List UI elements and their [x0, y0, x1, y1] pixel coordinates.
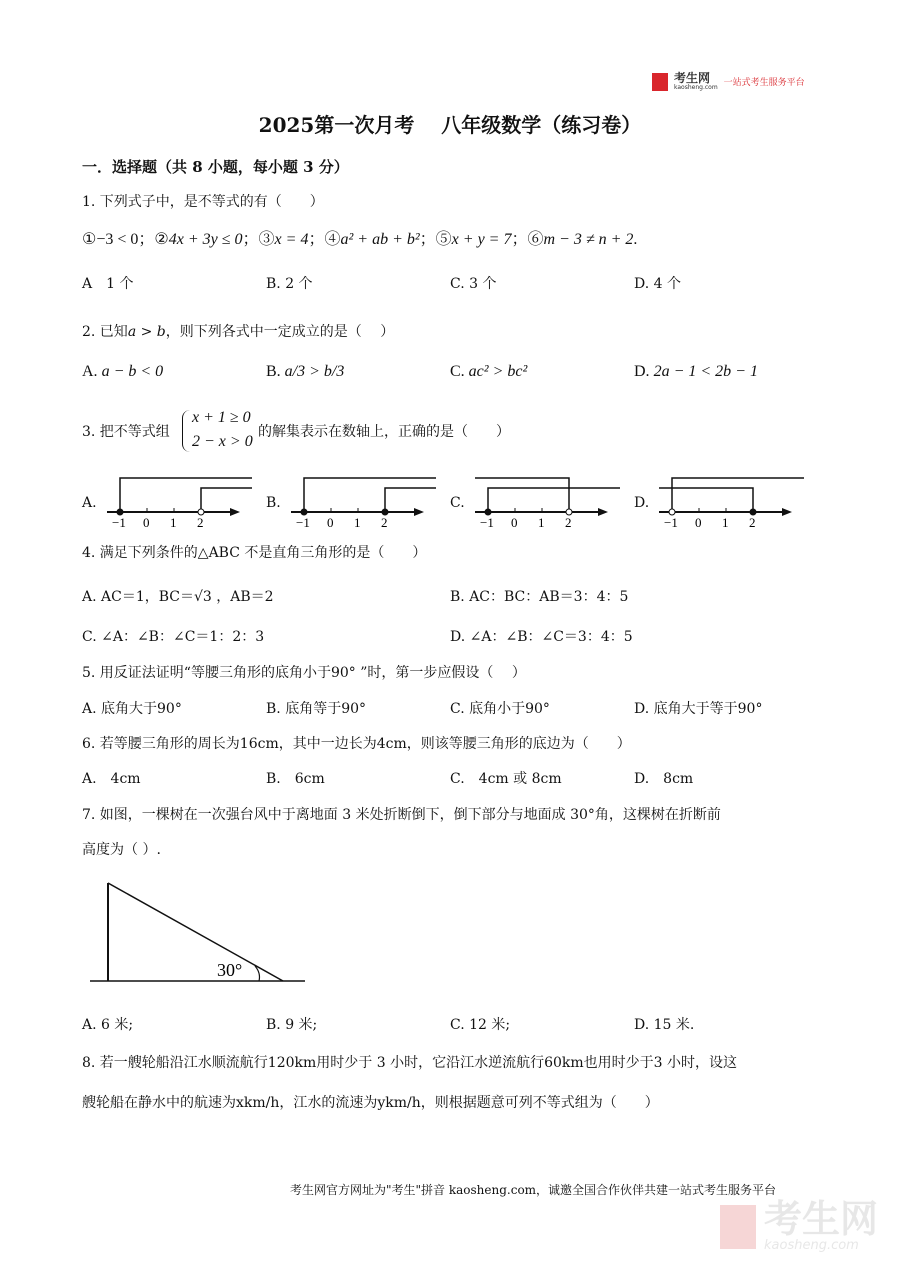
- open-point: [669, 509, 675, 515]
- q7-stem-2: 高度为（ ）.: [82, 842, 161, 858]
- watermark-text: 考生网: [764, 1197, 879, 1241]
- q3-option-label: D.: [634, 495, 650, 511]
- q8-stem-1: 8. 若一艘轮船沿江水顺流航行120km用时少于 3 小时，它沿江水逆流航行60km也用时少于3 小时，设这: [82, 1055, 738, 1071]
- tick-label: 0: [511, 515, 518, 530]
- closed-point: [750, 509, 756, 515]
- solution-ray: [488, 488, 620, 512]
- v: ac² > bc²: [468, 363, 528, 380]
- watermark: [720, 1197, 879, 1253]
- q1-option-b: B. 2 个: [266, 276, 313, 292]
- q7-stem-1: 7. 如图，一棵树在一次强台风中于离地面 3 米处折断倒下，倒下部分与地面成 30°角，这棵树在折断前: [82, 807, 721, 823]
- tick-label: 0: [695, 515, 702, 530]
- q3-option-label: C.: [450, 495, 465, 511]
- v: a − b < 0: [101, 363, 164, 380]
- q3-ineq-2: 2 − x > 0: [192, 433, 253, 450]
- expr: m − 3 ≠ n + 2: [543, 231, 634, 248]
- open-point: [566, 509, 572, 515]
- tick-label: 1: [538, 515, 545, 530]
- q3-option-label: A.: [82, 495, 97, 511]
- tick-label: 2: [381, 515, 388, 530]
- v: a/3 > b/3: [284, 363, 345, 380]
- page-title: 2025第一次月考 八年级数学（练习卷）: [258, 113, 642, 137]
- tick-label: 1: [722, 515, 729, 530]
- q4-option-a: A. AC＝1，BC＝√3 ，AB＝2: [82, 589, 274, 605]
- closed-point: [485, 509, 491, 515]
- t: ，则下列各式中一定成立的是（ ）: [165, 324, 395, 340]
- tick-label: 0: [143, 515, 150, 530]
- q6-option-a: A. 4cm: [82, 771, 141, 787]
- q1-option-d: D. 4 个: [634, 276, 681, 292]
- q3-ineq-1: x + 1 ≥ 0: [192, 409, 251, 426]
- solution-ray: [120, 478, 252, 512]
- t: a > b: [127, 324, 166, 340]
- solution-ray: [304, 478, 436, 512]
- solution-ray: [201, 488, 252, 512]
- tree-triangle-figure: [85, 878, 310, 988]
- expr: x + y = 7: [451, 231, 512, 248]
- q5-stem: 5. 用反证法证明“等腰三角形的底角小于90° ”时，第一步应假设（ ）: [82, 665, 526, 681]
- section-heading: 一．选择题（共 8 小题，每小题 3 分）: [82, 158, 349, 176]
- q6-stem: 6. 若等腰三角形的周长为16cm，其中一边长为4cm，则该等腰三角形的底边为（ ）: [82, 736, 631, 752]
- v: 2a − 1 < 2b − 1: [653, 363, 758, 380]
- arrow-icon: [782, 508, 792, 516]
- q1-option-a: A 1 个: [82, 276, 134, 292]
- logo-mark-icon: [652, 73, 668, 91]
- expr: a² + ab + b²: [340, 231, 420, 248]
- number-line: [102, 472, 272, 532]
- q4-option-c: C. ∠A：∠B：∠C＝1：2：3: [82, 629, 265, 645]
- q2-option-a: [82, 362, 163, 382]
- expr: ；⑥: [511, 231, 544, 248]
- logo-text: 考生网: [674, 71, 711, 85]
- expr: ①−3 < 0；②: [82, 231, 169, 248]
- number-line: [286, 472, 456, 532]
- q7-option-b: B. 9 米;: [266, 1017, 318, 1033]
- closed-point: [301, 509, 307, 515]
- expr: ；⑤: [419, 231, 452, 248]
- expr: ；③: [242, 231, 275, 248]
- open-point: [198, 509, 204, 515]
- arrow-icon: [414, 508, 424, 516]
- solution-ray: [672, 478, 804, 512]
- q3-option-label: B.: [266, 495, 281, 511]
- q3-stem-post: 的解集表示在数轴上，正确的是（ ）: [258, 424, 510, 440]
- l: B.: [266, 363, 281, 380]
- slogan: 一站式考生服务平台: [723, 78, 805, 88]
- kaosheng-logo: [652, 72, 805, 91]
- tick-label: 2: [749, 515, 756, 530]
- tick-label: 0: [327, 515, 334, 530]
- l: C.: [450, 363, 465, 380]
- q4-option-b: B. AC：BC：AB＝3：4：5: [450, 589, 629, 605]
- expr: .: [633, 231, 638, 248]
- tick-label: −1: [296, 515, 310, 530]
- q4-option-d: D. ∠A：∠B：∠C＝3：4：5: [450, 629, 633, 645]
- closed-point: [117, 509, 123, 515]
- q6-option-d: D. 8cm: [634, 771, 694, 787]
- q2-option-d: [634, 362, 758, 382]
- q5-option-d: D. 底角大于等于90°: [634, 701, 763, 717]
- q8-stem-2: 艘轮船在静水中的航速为xkm/h，江水的流速为ykm/h，则根据题意可列不等式组为（ ）: [82, 1095, 659, 1111]
- expr: x = 4: [274, 231, 309, 248]
- solution-ray: [475, 478, 569, 512]
- tick-label: −1: [480, 515, 494, 530]
- q6-option-c: C. 4cm 或 8cm: [450, 771, 562, 787]
- q1-option-c: C. 3 个: [450, 276, 497, 292]
- q7-option-d: D. 15 米.: [634, 1017, 695, 1033]
- q3-stem-pre: 3. 把不等式组: [82, 424, 170, 440]
- q2-option-c: [450, 362, 527, 382]
- expr: 4x + 3y ≤ 0: [168, 231, 243, 248]
- expr: ；④: [308, 231, 341, 248]
- brace: [182, 410, 191, 452]
- footer-text: 考生网官方网址为"考生"拼音 kaosheng.com，诚邀全国合作伙伴共建一站式考生服务平台: [290, 1183, 777, 1197]
- tick-label: 1: [170, 515, 177, 530]
- watermark-mark-icon: [720, 1205, 756, 1249]
- tick-label: 1: [354, 515, 361, 530]
- tick-label: 2: [565, 515, 572, 530]
- q2-stem: [82, 322, 394, 342]
- watermark-sub: kaosheng.com: [764, 1238, 859, 1253]
- q7-option-c: C. 12 米;: [450, 1017, 511, 1033]
- q2-option-b: [266, 362, 344, 382]
- number-line: [654, 472, 824, 532]
- closed-point: [382, 509, 388, 515]
- arrow-icon: [598, 508, 608, 516]
- logo-sub: kaosheng.com: [674, 84, 718, 91]
- q1-stem: 1. 下列式子中，是不等式的有（ ）: [82, 194, 324, 210]
- tick-label: −1: [664, 515, 678, 530]
- q5-option-c: C. 底角小于90°: [450, 701, 550, 717]
- solution-ray: [385, 488, 436, 512]
- solution-ray: [659, 488, 753, 512]
- q1-expressions: [82, 230, 637, 250]
- arrow-icon: [230, 508, 240, 516]
- q4-stem: 4. 满足下列条件的△ABC 不是直角三角形的是（ ）: [82, 545, 427, 561]
- tick-label: 2: [197, 515, 204, 530]
- l: A.: [82, 363, 98, 380]
- t: 2. 已知: [82, 324, 128, 340]
- q7-option-a: A. 6 米;: [82, 1017, 134, 1033]
- q5-option-b: B. 底角等于90°: [266, 701, 367, 717]
- l: D.: [634, 363, 650, 380]
- number-line: [470, 472, 640, 532]
- tick-label: −1: [112, 515, 126, 530]
- q5-option-a: A. 底角大于90°: [82, 701, 182, 717]
- q6-option-b: B. 6cm: [266, 771, 325, 787]
- angle-label: 30°: [217, 960, 243, 980]
